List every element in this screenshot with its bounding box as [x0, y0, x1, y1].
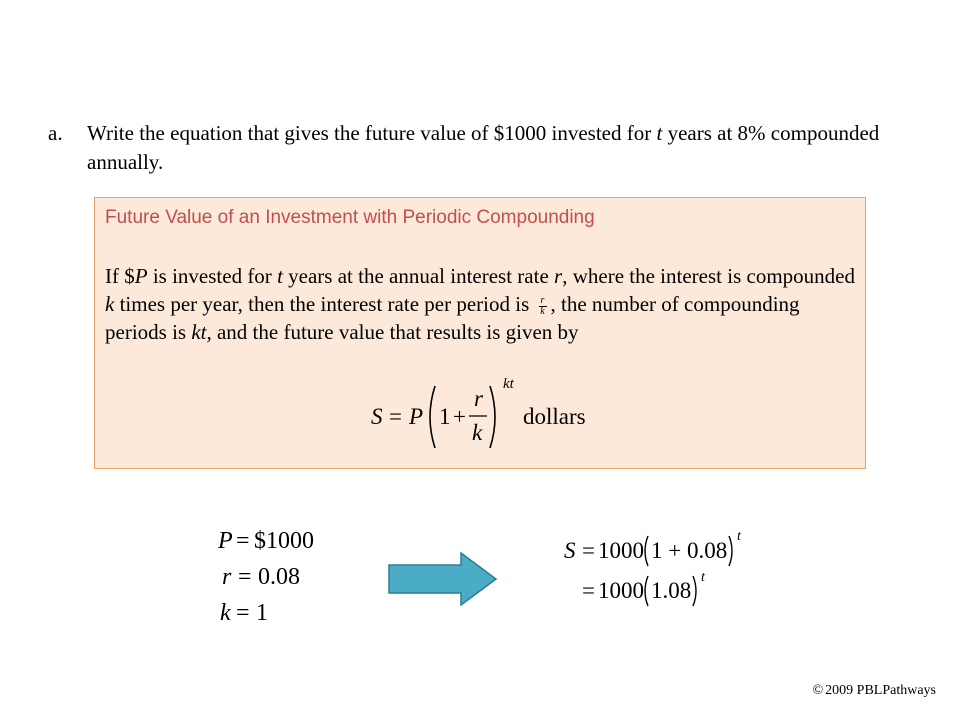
svg-text:k: k	[220, 600, 231, 626]
svg-text:=: =	[582, 538, 595, 563]
definition-body: If $P is invested for t years at the annual interest rate r, where the interest is compounded k times per year, then the interest rate per period is $\frac{r}{k}$ , the number of compounding periods is kt, and the future value that results is given by	[105, 264, 855, 344]
copyright-footer	[813, 683, 936, 699]
rate-fraction: $\frac{r}{k}$	[540, 294, 545, 317]
question	[48, 119, 888, 177]
svg-text:P: P	[409, 404, 424, 429]
svg-text:1 + 0.08: 1 + 0.08	[651, 538, 728, 563]
svg-text:$1000: $1000	[254, 528, 314, 554]
svg-text:=: =	[389, 404, 402, 429]
svg-text:=: =	[582, 578, 595, 603]
definition-title: Future Value of an Investment with Periodic Compounding	[105, 207, 595, 228]
copyright-text: 2009 PBLPathways	[825, 683, 936, 698]
copyright-icon: ©	[812, 683, 824, 698]
svg-text:=: =	[238, 564, 252, 590]
svg-text:S: S	[564, 538, 576, 563]
svg-text:1: 1	[256, 600, 268, 626]
svg-text:k: k	[472, 420, 483, 445]
svg-text:S: S	[371, 404, 383, 429]
svg-text:=: =	[236, 528, 250, 554]
question-text: Write the equation that gives the future value of $1000 invested for t years at 8% compounded annually.	[87, 121, 880, 174]
svg-text:1: 1	[439, 404, 451, 429]
svg-text:r: r	[474, 386, 483, 411]
svg-text:=: =	[236, 600, 250, 626]
svg-text:r: r	[222, 564, 232, 590]
svg-text:1000: 1000	[598, 538, 644, 563]
svg-text:dollars: dollars	[523, 404, 586, 429]
definition-box	[94, 197, 866, 469]
svg-text:1.08: 1.08	[651, 578, 692, 603]
svg-text:+: +	[453, 404, 466, 429]
right-arrow-icon	[388, 552, 500, 606]
future-value-formula	[365, 376, 625, 458]
svg-text:kt: kt	[503, 376, 514, 392]
result-equations	[562, 528, 762, 608]
question-label: a.	[48, 121, 63, 145]
svg-text:t: t	[737, 529, 741, 544]
svg-text:1000: 1000	[598, 578, 644, 603]
svg-text:P: P	[218, 528, 233, 554]
given-values	[216, 524, 356, 630]
svg-text:0.08: 0.08	[258, 564, 300, 590]
svg-text:t: t	[701, 570, 705, 585]
